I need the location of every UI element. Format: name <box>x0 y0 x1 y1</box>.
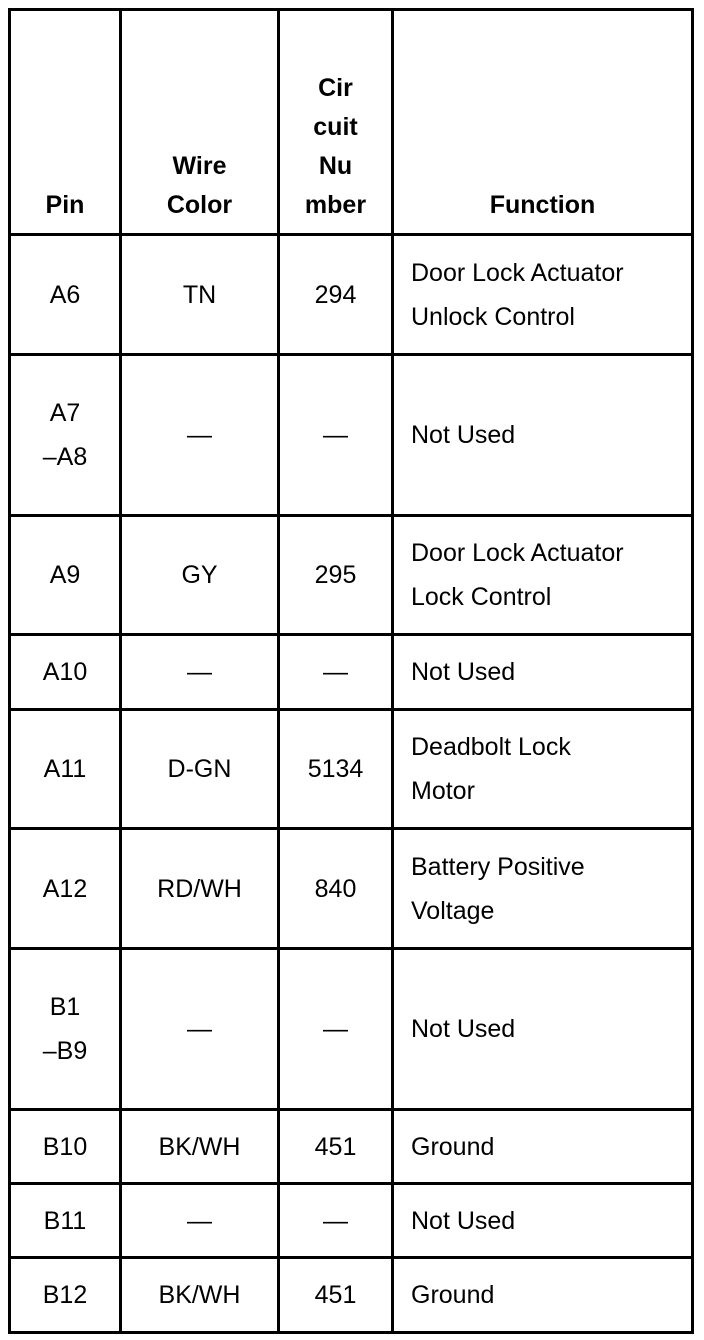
table-row-wire <box>122 1111 277 1182</box>
table-row-circuit <box>280 711 391 827</box>
table-row-pin <box>11 711 119 827</box>
function-line: Voltage <box>411 896 495 925</box>
table-row-function <box>394 711 691 827</box>
circuit-number-value: — <box>323 1015 348 1043</box>
wire-color-value: TN <box>182 280 217 309</box>
wire-color-value: — <box>187 421 212 449</box>
pin-value: A6 <box>49 280 81 309</box>
pin-value: B10 <box>42 1132 88 1161</box>
wire-color-value: GY <box>181 561 218 589</box>
pin-value: –B9 <box>42 1037 88 1065</box>
circuit-number-value: — <box>323 421 348 449</box>
header-circuit-number-line: cuit <box>313 113 358 141</box>
circuit-number-value: 451 <box>314 1281 357 1309</box>
pin-value: A7 <box>49 399 81 427</box>
function-line: Deadbolt Lock <box>411 733 571 761</box>
header-pin <box>11 11 119 233</box>
wire-color-value: BK/WH <box>158 1132 241 1161</box>
wire-color-value: BK/WH <box>158 1281 241 1309</box>
table-row-pin <box>11 236 119 353</box>
header-wire-color <box>122 11 277 233</box>
table-row-wire <box>122 636 277 708</box>
pin-value: A11 <box>43 755 87 783</box>
table-row-function <box>394 830 691 947</box>
table-row-function <box>394 356 691 514</box>
table-row-function <box>394 1111 691 1182</box>
pin-value: A10 <box>42 658 88 686</box>
circuit-number-value: — <box>323 1206 348 1235</box>
circuit-number-value: 295 <box>314 561 357 589</box>
table-row-pin <box>11 356 119 514</box>
table-row-circuit <box>280 1259 391 1331</box>
function-line: Door Lock Actuator <box>411 258 624 287</box>
table-row-wire <box>122 1185 277 1256</box>
pin-value: B11 <box>43 1206 87 1235</box>
table-row-wire <box>122 1259 277 1331</box>
circuit-number-value: 5134 <box>307 755 364 783</box>
table-row-pin <box>11 1259 119 1331</box>
table-row-wire <box>122 950 277 1108</box>
table-row-wire <box>122 517 277 633</box>
table-row-pin <box>11 1111 119 1182</box>
wire-color-value: RD/WH <box>157 874 242 903</box>
table-row-pin <box>11 950 119 1108</box>
header-circuit-number <box>280 11 391 233</box>
pin-value: –A8 <box>42 443 88 471</box>
circuit-number-value: 294 <box>314 280 357 309</box>
table-row-function <box>394 1259 691 1331</box>
table-row-function <box>394 236 691 353</box>
function-line: Lock Control <box>411 583 552 611</box>
function-line: Not Used <box>411 658 516 686</box>
header-function-label: Function <box>489 191 596 219</box>
function-line: Ground <box>411 1281 495 1309</box>
table-row-wire <box>122 356 277 514</box>
table-row-circuit <box>280 830 391 947</box>
function-line: Ground <box>411 1132 495 1161</box>
table-row-pin <box>11 517 119 633</box>
pin-value: A12 <box>42 874 88 903</box>
table-row-circuit <box>280 636 391 708</box>
wire-color-value: — <box>187 658 212 686</box>
function-line: Motor <box>411 777 475 805</box>
header-circuit-number-line: Nu <box>318 152 353 180</box>
table-row-wire <box>122 711 277 827</box>
wire-color-value: — <box>187 1015 212 1043</box>
function-line: Not Used <box>411 1015 516 1043</box>
circuit-number-value: 451 <box>314 1132 357 1161</box>
header-function <box>394 11 691 233</box>
table-row-function <box>394 950 691 1108</box>
pinout-table <box>8 8 694 1334</box>
header-wire-color-line: Color <box>166 191 233 219</box>
wire-color-value: D-GN <box>167 755 232 783</box>
table-row-pin <box>11 1185 119 1256</box>
table-row-function <box>394 1185 691 1256</box>
table-row-wire <box>122 236 277 353</box>
header-circuit-number-line: mber <box>304 191 367 219</box>
circuit-number-value: — <box>323 658 348 686</box>
function-line: Not Used <box>411 1206 516 1235</box>
table-row-circuit <box>280 356 391 514</box>
function-line: Not Used <box>411 421 516 449</box>
table-row-circuit <box>280 950 391 1108</box>
table-row-pin <box>11 830 119 947</box>
header-circuit-number-line: Cir <box>318 74 353 102</box>
pin-value: B1 <box>49 993 81 1021</box>
wire-color-value: — <box>187 1206 212 1235</box>
circuit-number-value: 840 <box>314 874 357 903</box>
table-row-circuit <box>280 1111 391 1182</box>
table-row-wire <box>122 830 277 947</box>
table-row-circuit <box>280 1185 391 1256</box>
table-row-function <box>394 636 691 708</box>
header-wire-color-line: Wire <box>172 152 227 180</box>
function-line: Battery Positive <box>411 852 585 881</box>
table-row-function <box>394 517 691 633</box>
function-line: Door Lock Actuator <box>411 539 624 567</box>
pin-value: B12 <box>42 1281 88 1309</box>
table-row-circuit <box>280 236 391 353</box>
pin-value: A9 <box>49 561 81 589</box>
table-row-pin <box>11 636 119 708</box>
function-line: Unlock Control <box>411 302 575 331</box>
header-pin-label: Pin <box>45 191 85 219</box>
table-row-circuit <box>280 517 391 633</box>
